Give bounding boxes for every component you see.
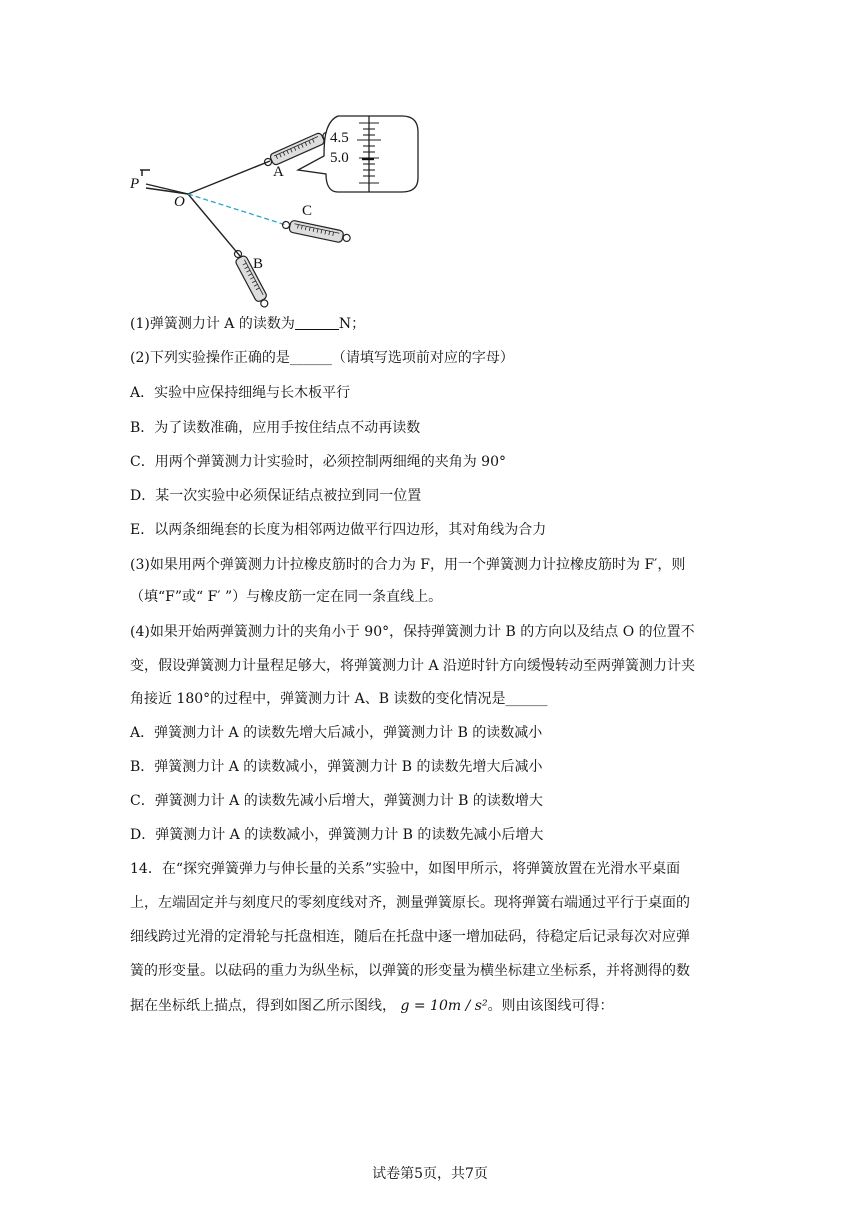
gravity-formula: g = 10m / s² <box>400 998 488 1014</box>
option-2-e: E．以两条细绳套的长度为相邻两边做平行四边形，其对角线为合力 <box>130 522 547 538</box>
scale-callout <box>298 116 418 192</box>
scale-tick-50: 5.0 <box>330 150 349 166</box>
label-a: A <box>273 164 284 180</box>
question-4-line2: 变，假设弹簧测力计量程足够大，将弹簧测力计 A 沿逆时针方向缓慢转动至两弹簧测力计夹 <box>130 658 696 674</box>
question-14-line4: 簧的形变量。以砝码的重力为纵坐标，以弹簧的形变量为横坐标建立坐标系，并将测得的数 <box>130 963 690 979</box>
question-3-line2: （填“F”或“ F′ ”）与橡皮筋一定在同一条直线上。 <box>130 589 443 605</box>
question-4-line3: 角接近 180°的过程中，弹簧测力计 A、B 读数的变化情况是______ <box>130 691 548 707</box>
option-4-d: D．弹簧测力计 A 的读数减小，弹簧测力计 B 的读数先减小后增大 <box>130 827 544 843</box>
experiment-figure <box>128 108 428 308</box>
spring-scale-c <box>281 218 351 244</box>
spring-scale-b <box>231 248 271 308</box>
option-2-b: B．为了读数准确，应用手按住结点不动再读数 <box>130 420 421 436</box>
option-2-a: A．实验中应保持细绳与长木板平行 <box>130 385 351 401</box>
question-1-unit: N； <box>338 316 366 332</box>
string-b <box>188 194 240 256</box>
label-b: B <box>253 256 264 272</box>
option-2-c: C．用两个弹簧测力计实验时，必须控制两细绳的夹角为 90° <box>130 454 506 470</box>
question-2-stem: (2)下列实验操作正确的是______（请填写选项前对应的字母） <box>130 350 514 366</box>
answer-blank-1[interactable] <box>295 315 339 330</box>
page-footer: 试卷第5页，共7页 <box>372 1166 488 1182</box>
option-4-c: C．弹簧测力计 A 的读数先减小后增大，弹簧测力计 B 的读数增大 <box>130 793 543 809</box>
option-4-a: A．弹簧测力计 A 的读数先增大后减小，弹簧测力计 B 的读数减小 <box>130 725 543 741</box>
option-4-b: B．弹簧测力计 A 的读数减小，弹簧测力计 B 的读数先增大后减小 <box>130 759 543 775</box>
label-p: P <box>130 176 140 192</box>
spring-scale-diagram <box>128 108 428 308</box>
label-o: O <box>174 194 185 210</box>
question-1-text: (1)弹簧测力计 A 的读数为 <box>130 316 295 332</box>
question-3-line1: (3)如果用两个弹簧测力计拉橡皮筋时的合力为 F，用一个弹簧测力计拉橡皮筋时为 F′，则 <box>130 557 686 573</box>
question-1 <box>130 314 740 334</box>
question-14-line1: 14．在“探究弹簧弹力与伸长量的关系”实验中，如图甲所示，将弹簧放置在光滑水平桌面 <box>130 861 681 877</box>
label-c: C <box>302 203 313 219</box>
string-c <box>188 194 286 225</box>
question-4-line1: (4)如果开始两弹簧测力计的夹角小于 90°，保持弹簧测力计 B 的方向以及结点 O 的位置不 <box>130 624 695 640</box>
question-14-line3: 细线跨过光滑的定滑轮与托盘相连，随后在托盘中逐一增加砝码，待稳定后记录每次对应弹 <box>130 929 690 945</box>
question-14-line5-end: 。则由该图线可得： <box>487 998 614 1014</box>
option-2-d: D．某一次实验中必须保证结点被拉到同一位置 <box>130 488 422 504</box>
question-14-line5 <box>130 996 740 1016</box>
string-a <box>188 161 270 194</box>
scale-tick-45: 4.5 <box>330 130 349 146</box>
nail-p <box>140 170 150 176</box>
question-14-line2: 上，左端固定并与刻度尺的零刻度线对齐，测量弹簧原长。现将弹簧右端通过平行于桌面的 <box>130 895 690 911</box>
question-14-line5-text: 据在坐标纸上描点，得到如图乙所示图线， <box>130 998 396 1014</box>
